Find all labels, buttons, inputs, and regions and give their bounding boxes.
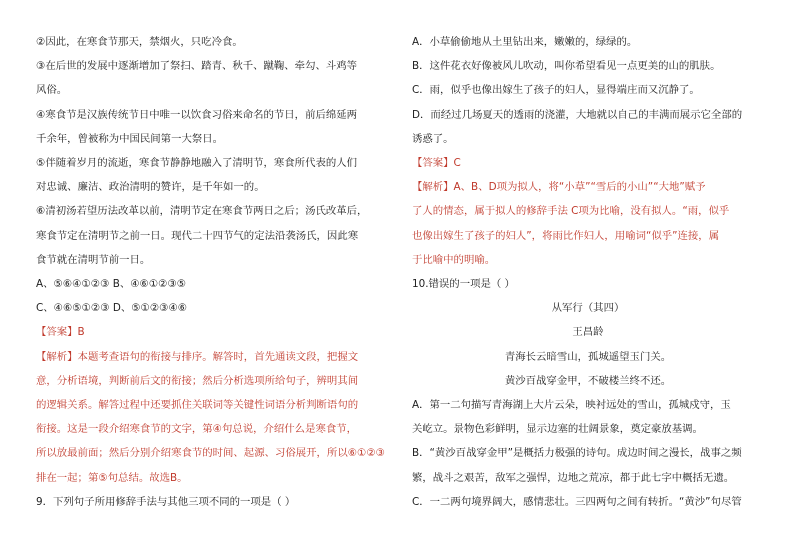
analysis-line: 【解析】A、B、D项为拟人，将“小草”“雪后的小山”“大地”赋予 [412,181,706,194]
text-line: 寒食节定在清明节之前一日。现代二十四节气的定法沿袭汤氏，因此寒 [36,229,359,242]
text-line: ⑥清初汤若望历法改革以前，清明节定在寒食节两日之后；汤氏改革后， [36,205,368,218]
analysis-line: 意，分析语境，判断前后文的衔接；然后分析选项所给句子，辨明其间 [36,374,359,387]
text-line: ②因此，在寒食节那天，禁烟火，只吃冷食。 [36,36,243,48]
answer-label: 【答案】B [36,326,85,339]
text-line: ⑤伴随着岁月的流逝，寒食节静静地融入了清明节，寒食所代表的人们 [36,157,358,170]
option-line: C．雨，似乎也像出嫁生了孩子的妇人，显得端庄而又沉静了。 [412,84,700,97]
option-line: A．小草偷偷地从土里钻出来，嫩嫩的，绿绿的。 [412,36,638,48]
option-line: A、⑤⑥④①②③ B、④⑥①②③⑤ [36,278,187,291]
text-line: ③在后世的发展中逐渐增加了祭扫、踏青、秋千、蹴鞠、牵勾、斗鸡等 [36,60,358,73]
choice-line: C．一二两句境界阔大，感情悲壮。三四两句之间有转折。“黄沙”句尽管 [412,495,742,508]
right-column [412,30,764,514]
text-line: 千余年，曾被称为中国民间第一大祭日。 [36,132,224,145]
text-line: 对忠诚、廉洁、政治清明的赞许，是千年如一的。 [36,181,265,194]
analysis-line: 也像出嫁生了孩子的妇人”，将雨比作妇人，用喻词“似乎”连接，属 [412,229,720,242]
analysis-line: 的逻辑关系。解答过程中还要抓住关联词等关键性词语分析判断语句的 [36,399,359,412]
analysis-line: 排在一起；第⑤句总结。故选B。 [36,471,188,484]
left-column [36,30,394,514]
choice-line: 关屹立。景物色彩鲜明，显示边塞的壮阔景象，奠定豪放基调。 [412,423,703,436]
text-line: 风俗。 [36,84,68,97]
analysis-line: 了人的情态，属于拟人的修辞手法 C项为比喻，没有拟人。“雨，似乎 [412,205,730,218]
poem-line: 青海长云暗雪山，孤城遥望玉门关。 [504,350,672,363]
analysis-line: 所以放最前面；然后分别介绍寒食节的时间、起源、习俗展开，所以⑥①②③ [36,447,385,460]
analysis-line: 于比喻中的明喻。 [412,253,496,266]
choice-line: A．第一二句描写青海湖上大片云朵，映衬远处的雪山，孤城戍守，玉 [412,399,731,412]
question-9: 9．下列句子所用修辞手法与其他三项不同的一项是（ ） [36,495,296,508]
poem-author: 王昌龄 [572,326,604,339]
option-line: B．这件花衣好像被风儿吹动，叫你希望看见一点更美的山的肌肤。 [412,60,721,73]
text-line: 食节就在清明节前一日。 [36,253,151,266]
poem-line: 黄沙百战穿金甲，不破楼兰终不还。 [504,374,672,387]
poem-title: 从军行（其四） [551,302,625,315]
choice-line: B．“黄沙百战穿金甲”是概括力极强的诗句。成边时间之漫长，战事之频 [412,447,742,460]
option-line: 诱惑了。 [412,132,454,145]
choice-line: 繁，战斗之艰苦，敌军之强悍，边地之荒凉，都于此七字中概括无遗。 [412,471,735,484]
option-line: C、④⑥⑤①②③ D、⑤①②③④⑥ [36,302,188,315]
text-line: ④寒食节是汉族传统节日中唯一以饮食习俗来命名的节日，前后绵延两 [36,108,358,121]
analysis-line: 衔接。这是一段介绍寒食节的文字，第④句总说，介绍什么是寒食节， [36,423,358,436]
analysis-line: 【解析】本题考查语句的衔接与排序。解答时，首先通读文段，把握文 [36,350,359,363]
answer-label: 【答案】C [412,157,461,170]
option-line: D．而经过几场夏天的透雨的浇灌，大地就以自己的丰满而展示它全部的 [412,108,743,121]
question-10: 10.错误的一项是（ ） [412,278,515,291]
